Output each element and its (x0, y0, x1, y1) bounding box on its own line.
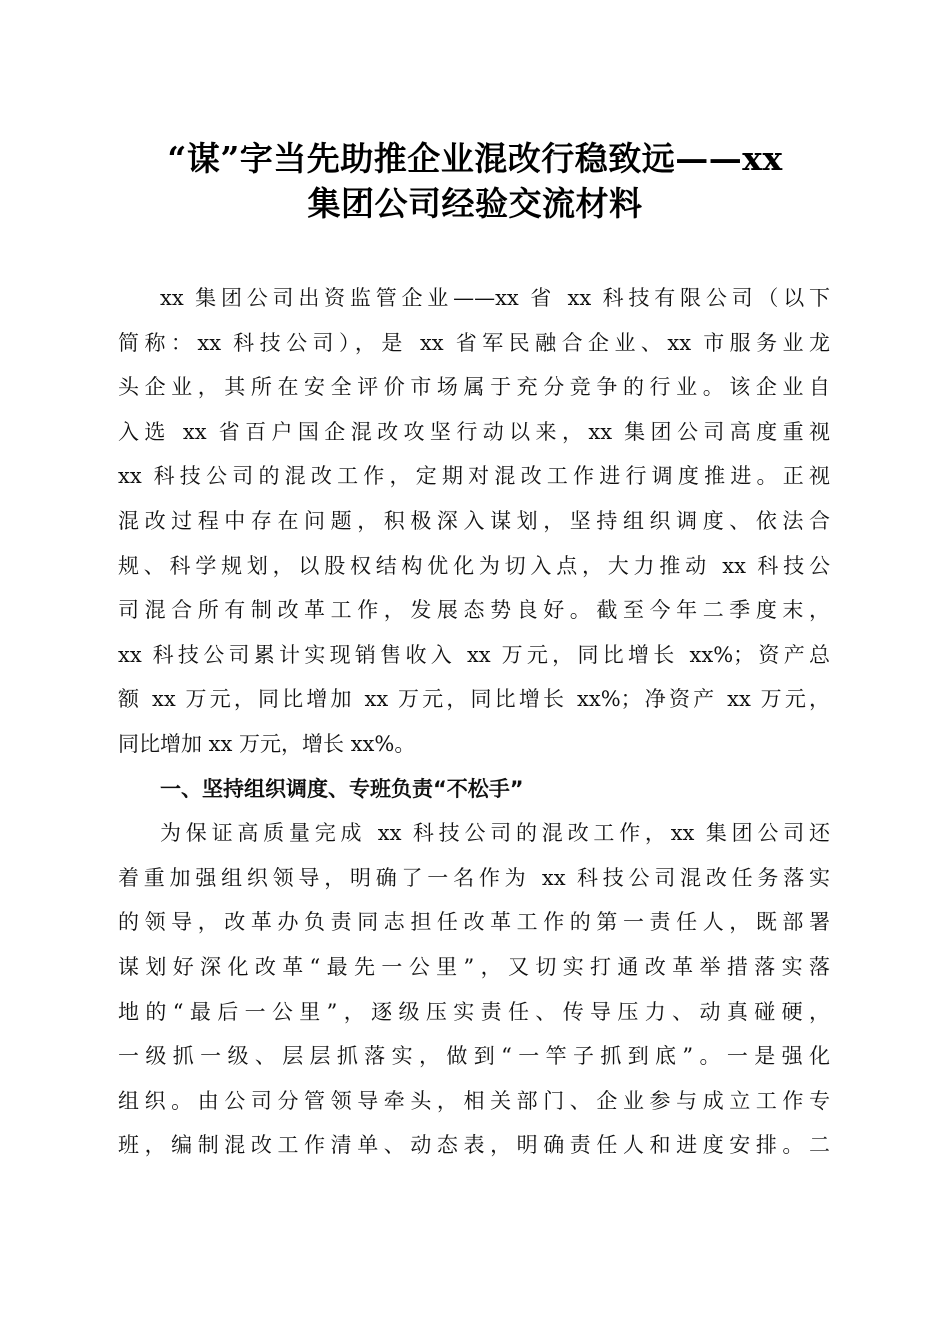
text-line: xx 科技公司累计实现销售收入 xx 万元，同比增长 xx%；资产总 (118, 642, 830, 667)
title-line: “谋”字当先助推企业混改行稳致远——xx (167, 139, 783, 178)
document-body (118, 276, 830, 1168)
text-line: 地的“最后一公里”，逐级压实责任、传导压力、动真碰硬， (118, 999, 830, 1024)
text-line: xx 科技公司的混改工作，定期对混改工作进行调度推进。正视 (118, 464, 830, 489)
title-line: 集团公司经验交流材料 (307, 184, 643, 223)
text-line: 额 xx 万元，同比增加 xx 万元，同比增长 xx%；净资产 xx 万元， (118, 687, 830, 712)
text-line: 头企业，其所在安全评价市场属于充分竞争的行业。该企业自 (118, 375, 830, 400)
text-line: 为保证高质量完成 xx 科技公司的混改工作，xx 集团公司还 (160, 821, 830, 846)
paragraph-intro (118, 276, 830, 767)
text-line: 司混合所有制改革工作，发展态势良好。截至今年二季度末， (118, 598, 830, 623)
document-title (100, 136, 850, 226)
text-line: 班，编制混改工作清单、动态表，明确责任人和进度安排。二 (118, 1133, 830, 1158)
text-line: 一级抓一级、层层抓落实，做到“一竿子抓到底”。一是强化 (118, 1044, 830, 1069)
text-line: 简称：xx 科技公司），是 xx 省军民融合企业、xx 市服务业龙 (118, 330, 830, 355)
text-line: 同比增加 xx 万元，增长 xx%。 (118, 731, 416, 756)
text-line: xx 集团公司出资监管企业——xx 省 xx 科技有限公司（以下 (160, 286, 830, 310)
section-heading: 一、坚持组织调度、专班负责“不松手” (160, 776, 524, 801)
text-line: 着重加强组织领导，明确了一名作为 xx 科技公司混改任务落实 (118, 865, 830, 890)
text-line: 混改过程中存在问题，积极深入谋划，坚持组织调度、依法合 (118, 508, 830, 533)
text-line: 的领导，改革办负责同志担任改革工作的第一责任人，既部署 (118, 910, 830, 935)
text-line: 谋划好深化改革“最先一公里”，又切实打通改革举措落实落 (118, 954, 830, 979)
text-line: 组织。由公司分管领导牵头，相关部门、企业参与成立工作专 (118, 1088, 830, 1113)
text-line: 规、科学规划，以股权结构优化为切入点，大力推动 xx 科技公 (118, 553, 830, 578)
paragraph-section-1 (118, 811, 830, 1168)
text-line: 入选 xx 省百户国企混改攻坚行动以来，xx 集团公司高度重视 (118, 419, 830, 444)
